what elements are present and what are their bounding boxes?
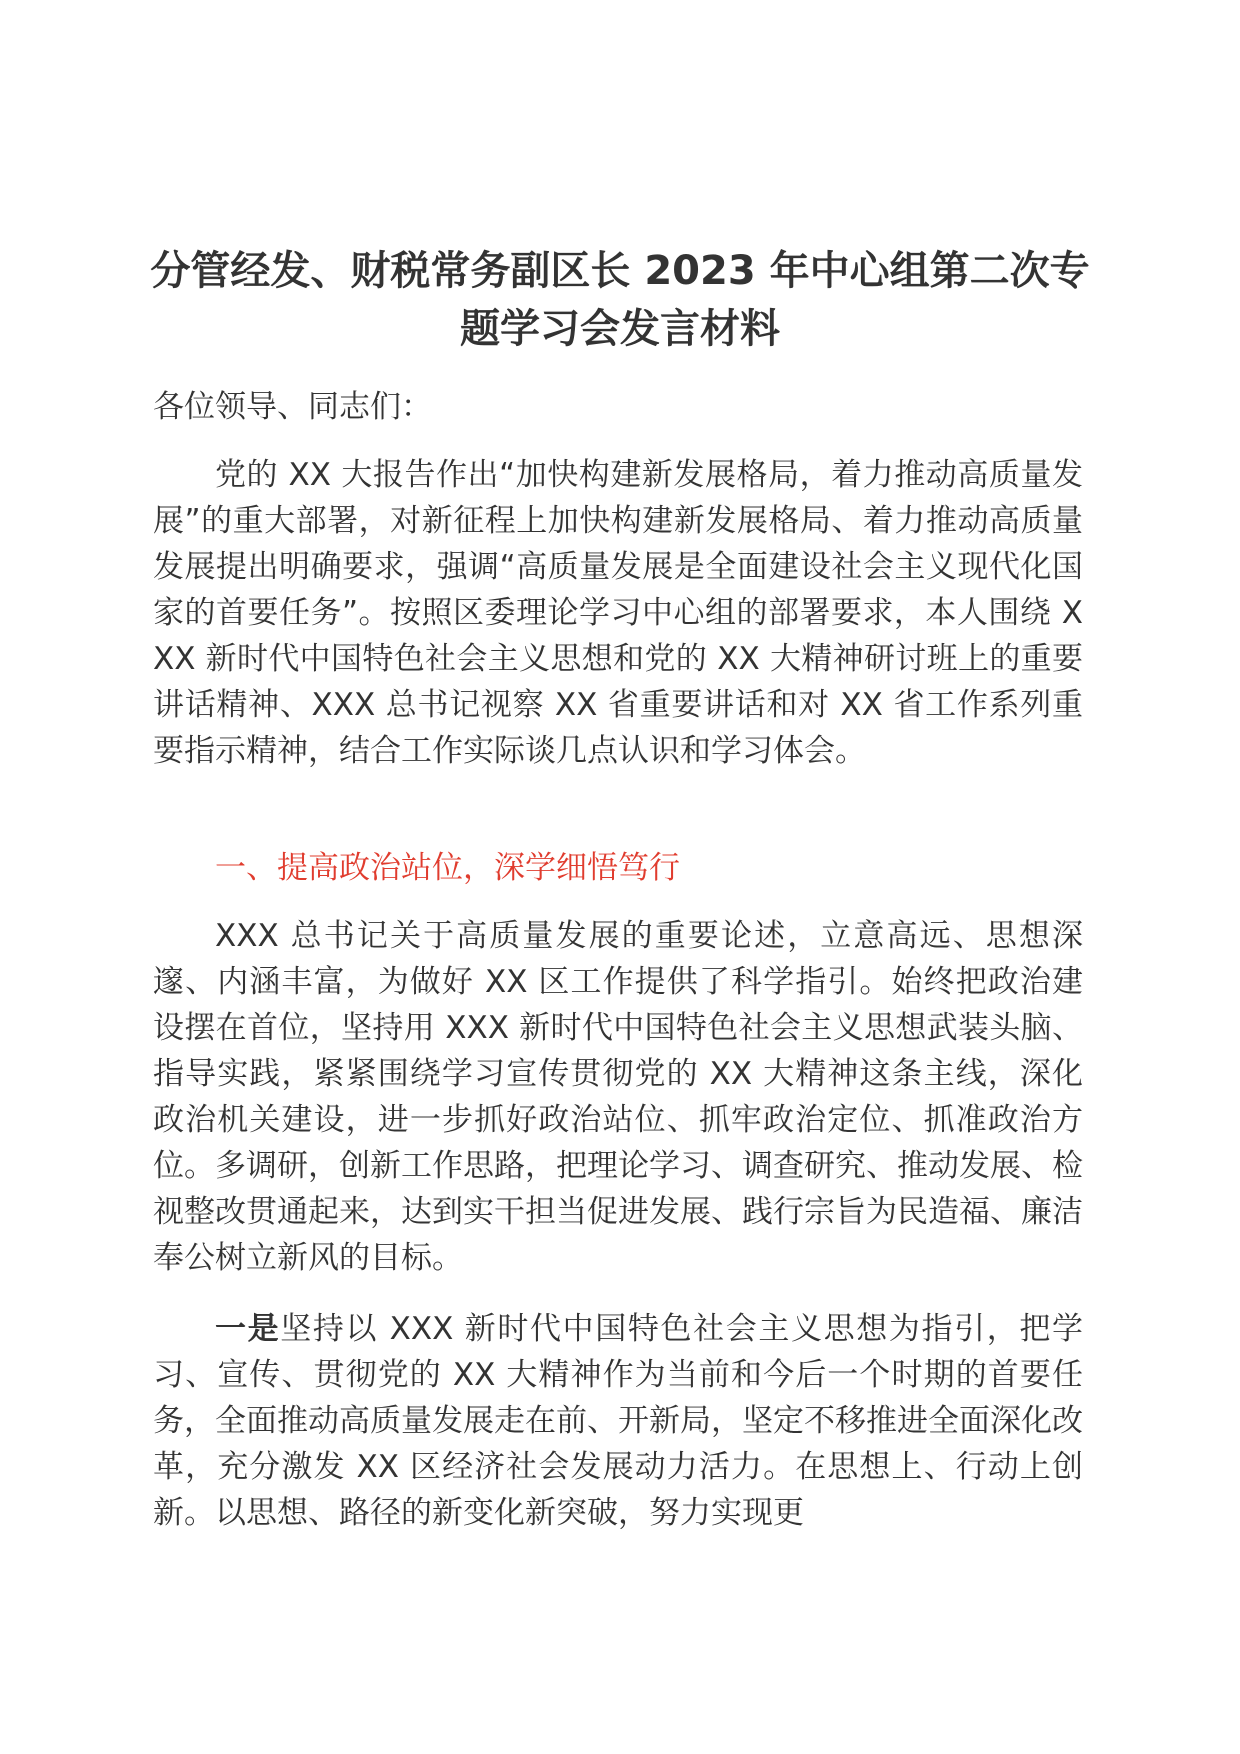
salutation: 各位领导、同志们：: [153, 389, 432, 425]
paragraph-point-1-text: 坚持以 XXX 新时代中国特色社会主义思想为指引，把学习、宣传、贯彻党的 XX 大精神作为当前和今后一个时期的首要任务，全面推动高质量发展走在前、开新局，坚定不移推进全面深化改革，充分激发 XX 区经济社会发展动力活力。在思想上、行动上创新。以思想、路径的新变化新突破，努力实现更: [153, 1311, 1083, 1531]
paragraph-intro: 党的 XX 大报告作出“加快构建新发展格局，着力推动高质量发展”的重大部署，对新征程上加快构建新发展格局、着力推动高质量发展提出明确要求，强调“高质量发展是全面建设社会主义现代化国家的首要任务”。按照区委理论学习中心组的部署要求，本人围绕 XXX 新时代中国特色社会主义思想和党的 XX 大精神研讨班上的重要讲话精神、XXX 总书记视察 XX 省重要讲话和对 XX 省工作系列重要指示精神，结合工作实际谈几点认识和学习体会。: [153, 457, 1083, 769]
paragraph-lead-label: 一是: [215, 1311, 281, 1347]
paragraph-point-1: [153, 1306, 1083, 1536]
document-title: 分管经发、财税常务副区长 2023 年中心组第二次专题学习会发言材料: [150, 248, 1090, 352]
section-heading-1: 一、提高政治站位，深学细悟笃行: [215, 850, 680, 886]
paragraph-section-1: XXX 总书记关于高质量发展的重要论述，立意高远、思想深邃、内涵丰富，为做好 XX 区工作提供了科学指引。始终把政治建设摆在首位，坚持用 XXX 新时代中国特色社会主义思想武装头脑、指导实践，紧紧围绕学习宣传贯彻党的 XX 大精神这条主线，深化政治机关建设，进一步抓好政治站位、抓牢政治定位、抓准政治方位。多调研，创新工作思路，把理论学习、调查研究、推动发展、检视整改贯通起来，达到实干担当促进发展、践行宗旨为民造福、廉洁奉公树立新风的目标。: [153, 918, 1083, 1276]
